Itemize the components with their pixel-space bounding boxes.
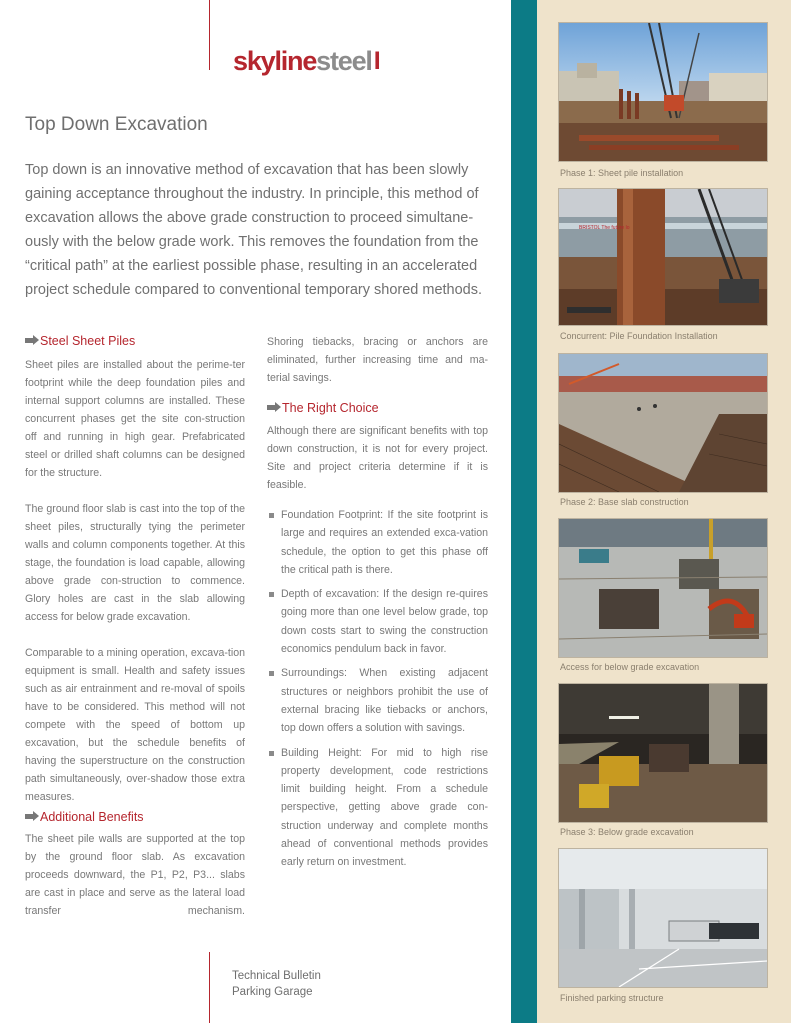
photo-finished-parking <box>558 848 768 988</box>
skylinesteel-logo <box>233 46 379 76</box>
paragraph: Sheet piles are installed about the perime-ter footprint while the deep foundation piles and internal support columns are installed. These concurrent phases get the site con-struction off and running in high gear. Prefabricated steel or drilled shaft columns can be designed for the structure. <box>25 359 245 479</box>
logo-text-skyline: skyline <box>233 46 317 76</box>
i-beam-icon: I <box>373 47 380 75</box>
photo-access-excavation <box>558 518 768 658</box>
photo-sheet-pile-installation <box>558 22 768 162</box>
arrow-icon <box>267 405 276 410</box>
footer <box>232 968 321 1000</box>
heading-the-right-choice: The Right Choice <box>267 401 379 415</box>
list-item: Foundation Footprint: If the site footprint is large and requires an extended exca-vation schedule, the option to get this phase off the critical path is there. <box>267 506 488 579</box>
caption-photo-1: Phase 1: Sheet pile installation <box>560 168 684 178</box>
heading-additional-benefits: Additional Benefits <box>25 810 144 824</box>
page-title: Top Down Excavation <box>25 114 208 135</box>
photo-below-grade-excavation <box>558 683 768 823</box>
paragraph: Although there are significant benefits with top down construction, it is not for every project. Site and project criteria determine if it is feasible. <box>267 425 488 491</box>
paragraph: The ground floor slab is cast into the top of the sheet piles, structurally tying the perimeter walls and column components together. At this stage, the foundation is load capable, allowing above grade con-struction to commence. Glory holes are cast in the slab allowing access for below grade excavation. <box>25 503 245 623</box>
footer-line-1: Technical Bulletin <box>232 970 321 982</box>
caption-photo-6: Finished parking structure <box>560 993 664 1003</box>
footer-rule <box>209 952 210 1023</box>
additional-benefits-text <box>25 830 245 920</box>
logo-text-steel: steel <box>316 46 372 76</box>
caption-photo-3: Phase 2: Base slab construction <box>560 497 689 507</box>
site-hoarding-sign: BRISTOL The future lo <box>579 225 630 231</box>
list-item: Depth of excavation: If the design re-quires going more than one level below grade, top down costs start to swing the construction economics pendulum back in favor. <box>267 585 488 658</box>
teal-bar <box>511 0 537 1023</box>
column-1 <box>25 356 245 806</box>
right-choice-text <box>267 422 488 494</box>
header-rule <box>209 0 210 70</box>
caption-photo-4: Access for below grade excavation <box>560 662 700 672</box>
photo-base-slab <box>558 353 768 493</box>
caption-photo-5: Phase 3: Below grade excavation <box>560 827 694 837</box>
list-item: Surroundings: When existing adjacent structures or neighbors prohibit the use of external bracing like tiebacks or anchors, top down offers a solution with savings. <box>267 664 488 737</box>
paragraph: Comparable to a mining operation, excava-tion equipment is small. Health and safety issues such as air entrainment and re-moval of spoils have to be considered. This method will not compete with the speed of bottom up excavation, but the schedule benefits of having the superstructure on the construction path simultaneously, over-shadow those extra measures. <box>25 647 245 803</box>
arrow-icon <box>25 814 34 819</box>
criteria-list <box>267 506 488 878</box>
footer-line-2: Parking Garage <box>232 986 313 998</box>
caption-photo-2: Concurrent: Pile Foundation Installation <box>560 331 718 341</box>
paragraph: Shoring tiebacks, bracing or anchors are eliminated, further increasing time and ma-terial savings. <box>267 336 488 384</box>
photo-pile-foundation <box>558 188 768 326</box>
heading-steel-sheet-piles: Steel Sheet Piles <box>25 334 135 348</box>
intro-paragraph: Top down is an innovative method of excavation that has been slowly gaining acceptance throughout the industry. In principle, this method of excavation allows the above grade construction to proceed simultane-ously with the below grade work. This removes the foundation from the “critical path” at the earliest possible phase, resulting in an accelerated project schedule compared to conventional temporary shored methods. <box>25 162 483 298</box>
list-item: Building Height: For mid to high rise property development, code restrictions limit building height. From a schedule perspective, getting above grade con-struction underway and complete months ahead of conventional methods provides early return on investment. <box>267 744 488 872</box>
column-2-intro <box>267 333 488 387</box>
arrow-icon <box>25 338 34 343</box>
paragraph: The sheet pile walls are supported at the top by the ground floor slab. As excavation proceeds downward, the P1, P2, P3... slabs are cast in place and serve as the lateral load transfer mechanism. <box>25 833 245 917</box>
